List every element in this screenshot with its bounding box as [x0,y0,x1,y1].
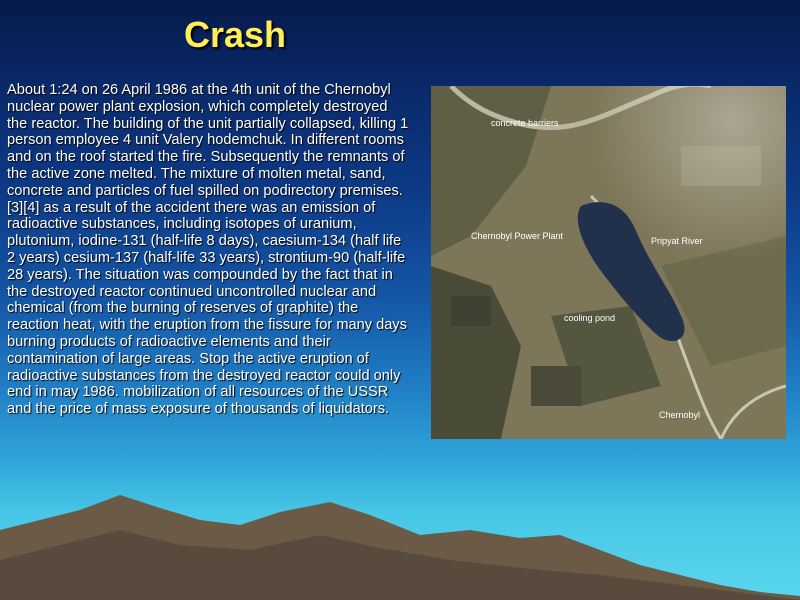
label-cooling-pond: cooling pond [564,313,616,323]
slide-body-text: About 1:24 on 26 April 1986 at the 4th unit of the Chernobyl nuclear power plant explosion, which completely destroyed the reactor. The building of the unit partially collapsed, killing 1 person employee 4 unit Valery hodemchuk. In different rooms and on the roof started the fire. Subsequently the remnants of the active zone melted. The mixture of molten metal, sand, concrete and particles of fuel spilled on podirectory premises.[3][4] as a result of the accident there was an emission of radioactive substances, including isotopes of uranium, plutonium, iodine-131 (half-life 8 days), caesium-134 (half life 2 years) cesium-137 (half-life 33 years), strontium-90 (half-life 28 years). The situation was compounded by the fact that in the destroyed reactor continued uncontrolled nuclear and chemical (from the burning of reserves of graphite) the reaction heat, with the eruption from the fissure for many days burning products of radioactive elements and their contamination of large areas. Stop the active eruption of radioactive substances from the destroyed reactor could only end in may 1986. mobilization of all resources of the USSR and the price of mass exposure of thousands of liquidators. [7,82,409,418]
label-concrete-barriers: concrete barriers [491,118,559,128]
label-city: Chernobyl [659,410,701,420]
slide-title: Crash [183,14,287,55]
satellite-image [431,86,786,439]
label-power-plant: Chernobyl Power Plant [471,231,564,241]
label-river: Pripyat River [651,236,703,246]
mountain-range-decoration [0,490,800,600]
